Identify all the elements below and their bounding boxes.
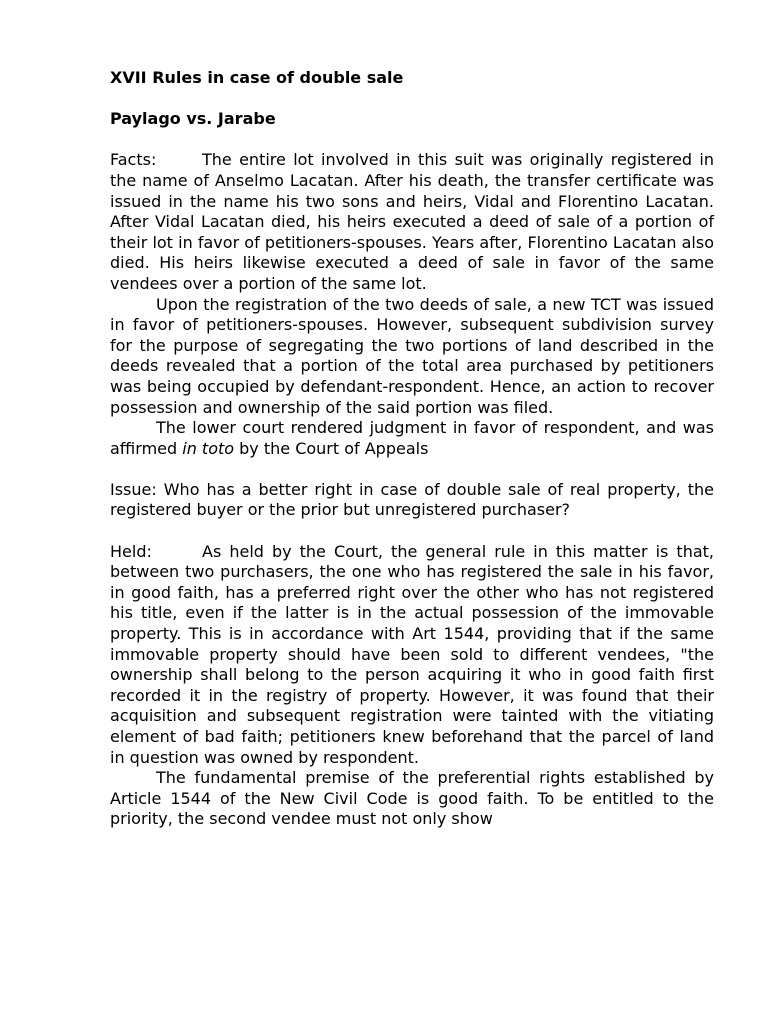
facts-paragraph-3 <box>110 418 714 459</box>
facts-paragraph-1 <box>110 150 714 294</box>
document-page <box>110 68 714 830</box>
facts-text-1: The entire lot involved in this suit was originally registered in the name of Anselmo Lacatan. After his death, the transfer certificate was issued in the name his two sons and heirs, Vidal and Florentino Lacatan. After Vidal Lacatan died, his heirs executed a deed of sale of a portion of their lot in favor of petitioners-spouses. Years after, Florentino Lacatan also died. His heirs likewise executed a deed of sale in favor of the same vendees over a portion of the same lot. <box>110 150 714 293</box>
held-paragraph-1 <box>110 542 714 769</box>
facts-text-3b: by the Court of Appeals <box>234 438 429 458</box>
case-title: Paylago vs. Jarabe <box>110 109 276 129</box>
held-paragraph-2: The fundamental premise of the preferential rights established by Article 1544 of the New Civil Code is good faith. To be entitled to the priority, the second vendee must not only show <box>110 768 714 829</box>
issue-paragraph: Issue: Who has a better right in case of double sale of real property, the registered buyer or the prior but unregistered purchaser? <box>110 479 714 520</box>
held-text-1: As held by the Court, the general rule in this matter is that, between two purchasers, the one who has registered the sale in his favor, in good faith, has a preferred right over the other who has not registered his title, even if the latter is in the actual possession of the immovable property. This is in accordance with Art 1544, providing that if the same immovable property should have been sold to different vendees, "the ownership shall belong to the person acquiring it who in good faith first recorded it in the registry of property. However, it was found that their acquisition and subsequent registration were tainted with the vitiating element of bad faith; petitioners knew beforehand that the parcel of land in question was owned by respondent. <box>110 541 714 767</box>
facts-text-3a: The lower court rendered judgment in favor of respondent, and was affirmed <box>110 418 714 458</box>
section-title: XVII Rules in case of double sale <box>110 68 404 87</box>
facts-paragraph-2: Upon the registration of the two deeds of sale, a new TCT was issued in favor of petitioners-spouses. However, subsequent subdivision survey for the purpose of segregating the two portions of land described in the deeds revealed that a portion of the total area purchased by petitioners was being occupied by defendant-respondent. Hence, an action to recover possession and ownership of the said portion was filed. <box>110 294 714 417</box>
held-label: Held: <box>110 541 152 561</box>
facts-text-3-italic: in toto <box>182 438 235 458</box>
facts-label: Facts: <box>110 150 157 170</box>
